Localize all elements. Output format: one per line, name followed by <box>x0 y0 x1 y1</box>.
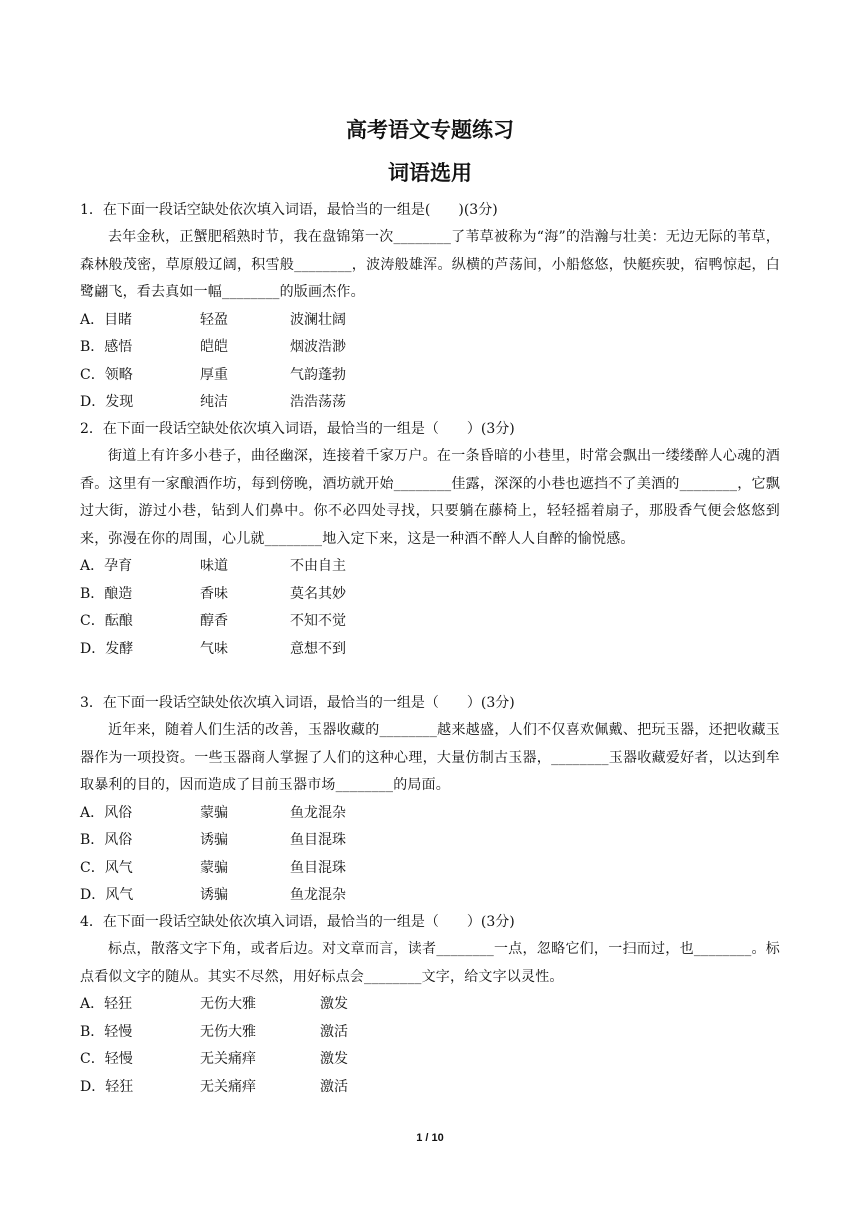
option-list <box>80 991 780 1101</box>
question-passage: 街道上有许多小巷子，曲径幽深，连接着千家万户。在一条昏暗的小巷里，时常会飘出一缕缕醉人心魂的酒香。这里有一家酿酒作坊，每到傍晚，酒坊就开始________佳露，深深的小巷也遮挡不了美酒的________，它飘过大街，游过小巷，钻到人们鼻中。你不必四处寻找，只要躺在藤椅上，轻轻摇着扇子，那股香气便会悠悠到来，弥漫在你的周围，心儿就________地入定下来，这是一种酒不醉人人自醉的愉悦感。 <box>80 448 780 547</box>
question-stem: 4．在下面一段话空缺处依次填入词语，最恰当的一组是（ ）(3分) <box>80 914 515 930</box>
question-stem: 2．在下面一段话空缺处依次填入词语，最恰当的一组是（ ）(3分) <box>80 421 515 437</box>
option-d: D．轻狂 无关痛痒 激活 <box>80 1078 348 1095</box>
question-1 <box>80 200 780 417</box>
option-list <box>80 553 780 663</box>
option-b: B．轻慢 无伤大雅 激活 <box>80 1023 348 1040</box>
question-passage: 去年金秋，正蟹肥稻熟时节，我在盘锦第一次________了苇草被称为“海”的浩瀚与壮美：无边无际的苇草，森林般茂密，草原般辽阔，积雪般________，波涛般雄浑。纵横的芦荡间，小船悠悠，快艇疾驶，宿鸭惊起，白鹭翩飞，看去真如一幅________的版画杰作。 <box>80 229 780 300</box>
page-number: 1 / 10 <box>416 1132 444 1144</box>
page-title: 高考语文专题练习 <box>346 118 514 142</box>
option-c: C．领略 厚重 气韵蓬勃 <box>80 366 346 383</box>
question-passage: 标点，散落文字下角，或者后边。对文章而言，读者________一点，忽略它们，一扫而过，也________。标点看似文字的随从。其实不尽然，用好标点会________文字，给文字以灵性。 <box>80 941 780 985</box>
question-stem: 3．在下面一段话空缺处依次填入词语，最恰当的一组是（ ）(3分) <box>80 695 515 711</box>
option-b: B．酿造 香味 莫名其妙 <box>80 585 346 602</box>
option-a: A．孕育 味道 不由自主 <box>80 558 346 574</box>
option-a: A．目睹 轻盈 波澜壮阔 <box>80 311 346 328</box>
question-4 <box>80 912 780 1101</box>
option-c: C．轻慢 无关痛痒 激发 <box>80 1051 348 1067</box>
question-3 <box>80 693 780 910</box>
option-a: A．风俗 蒙骗 鱼龙混杂 <box>80 804 346 821</box>
option-list <box>80 307 780 417</box>
question-2 <box>80 419 780 663</box>
question-stem: 1．在下面一段话空缺处依次填入词语，最恰当的一组是( )(3分) <box>80 202 498 218</box>
option-c: C．风气 蒙骗 鱼目混珠 <box>80 859 346 876</box>
option-b: B．风俗 诱骗 鱼目混珠 <box>80 832 346 848</box>
option-d: D．发现 纯洁 浩浩荡荡 <box>80 394 346 410</box>
option-a: A．轻狂 无伤大雅 激发 <box>80 996 348 1012</box>
option-b: B．感悟 皑皑 烟波浩渺 <box>80 339 346 355</box>
question-passage: 近年来，随着人们生活的改善，玉器收藏的________越来越盛，人们不仅喜欢佩戴、把玩玉器，还把收藏玉器作为一项投资。一些玉器商人掌握了人们的这种心理，大量仿制古玉器，________玉器收藏爱好者，以达到牟取暴利的目的，因而造成了目前玉器市场________的局面。 <box>80 722 780 793</box>
page-subtitle: 词语选用 <box>388 161 472 185</box>
option-d: D．风气 诱骗 鱼龙混杂 <box>80 887 346 903</box>
option-d: D．发酵 气味 意想不到 <box>80 640 346 657</box>
option-c: C．酝酿 醇香 不知不觉 <box>80 613 346 629</box>
option-list <box>80 800 780 910</box>
